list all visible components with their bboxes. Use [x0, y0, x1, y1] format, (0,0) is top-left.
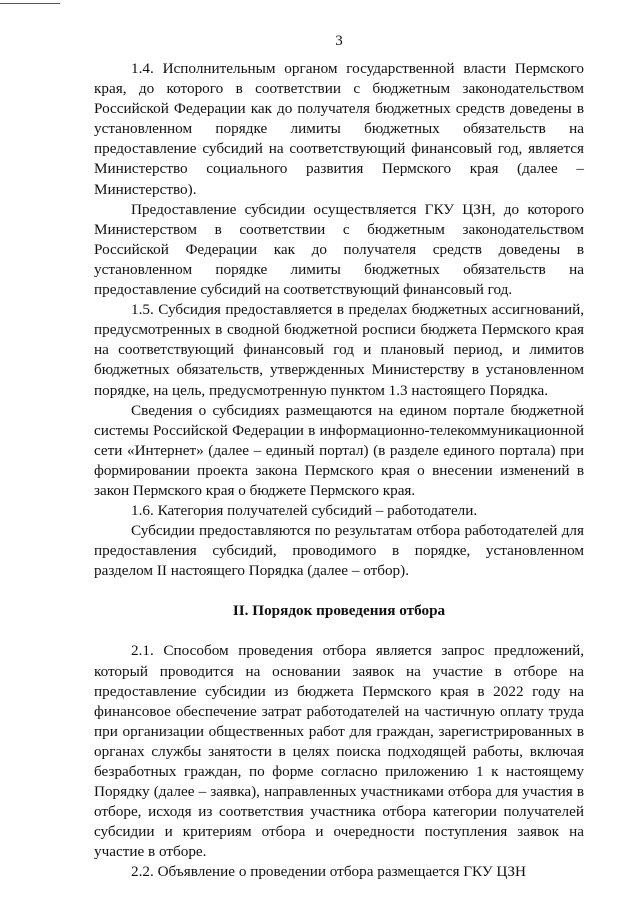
paragraph-1-4: 1.4. Исполнительным органом государственной власти Пермского края, до которого в соответствии с бюджетным законодательством Российской Федерации как до получателя бюджетных средств доведены в установленном порядке лимиты бюджетных обязательств на предоставление субсидий на соответствующий финансовый год, является Министерство социального развития Пермского края (далее – Министерство).	[94, 60, 584, 198]
section-heading: II. Порядок проведения отбора	[232, 602, 446, 620]
paragraph-subsidy-info: Сведения о субсидиях размещаются на едином портале бюджетной системы Российской Федерации в информационно-телекоммуникационной сети «Интернет» (далее – единый портал) (в разделе единого портала) при формировании проекта закона Пермского края о внесении изменений в закон Пермского края о бюджете Пермского края.	[94, 401, 584, 499]
paragraph-subsidy-selection: Субсидии предоставляются по результатам отбора работодателей для предоставления субсидий, проводимого в порядке, установленном разделом II настоящего Порядка (далее – отбор).	[94, 522, 584, 580]
paragraph-2-2: 2.2. Объявление о проведении отбора размещается ГКУ ЦЗН	[131, 863, 526, 881]
page-content	[94, 59, 584, 883]
page-number: 3	[335, 33, 343, 49]
paragraph-2-1: 2.1. Способом проведения отбора является запрос предложений, который проводится на основании заявок на участие в отборе на предоставление субсидии из бюджета Пермского края в 2022 году на финансовое обеспечение затрат работодателей на частичную оплату труда при организации общественных работ для граждан, зарегистрированных в органах службы занятости в целях поиска подходящей работы, включая безработных граждан, по форме согласно приложению 1 к настоящему Порядку (далее – заявка), направленных участниками отбора для участия в отборе, исходя из соответствия участника отбора категории получателей субсидии и критериям отбора и очередности поступления заявок на участие в отборе.	[94, 642, 584, 861]
document-page	[94, 32, 584, 883]
paragraph-1-5: 1.5. Субсидия предоставляется в пределах бюджетных ассигнований, предусмотренных в сводной бюджетной росписи бюджета Пермского края на соответствующий финансовый год и плановый период, и лимитов бюджетных обязательств, утвержденных Министерству в установленном порядке, на цель, предусмотренную пунктом 1.3 настоящего Порядка.	[94, 301, 584, 399]
paragraph-1-6: 1.6. Категория получателей субсидий – работодатели.	[131, 502, 478, 520]
scan-edge-line	[0, 3, 60, 4]
paragraph-subsidy-provision: Предоставление субсидии осуществляется ГКУ ЦЗН, до которого Министерством в соответствии с бюджетным законодательством Российской Федерации как до получателя средств доведены в установленном порядке лимиты бюджетных обязательств на предоставление субсидий на соответствующий финансовый год.	[94, 200, 584, 299]
